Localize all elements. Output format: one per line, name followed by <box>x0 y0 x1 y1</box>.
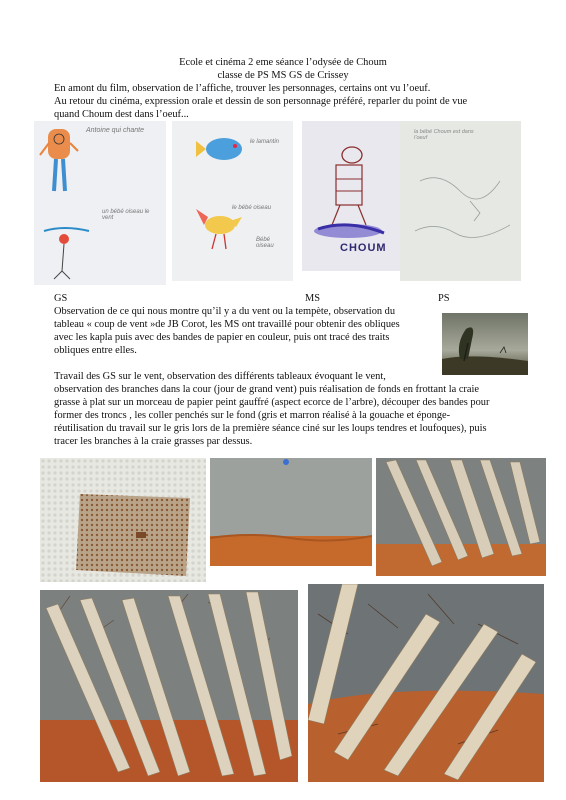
drawing-photo-ms-1 <box>172 121 293 281</box>
drawing-photo-ms-2 <box>302 121 400 271</box>
drawing-photo-ps <box>400 121 521 281</box>
corot-line-3: avec les kapla puis avec des bandes de papier en couleur, puis ont tracé des traits <box>54 332 390 343</box>
gs-line-3: grasse à plat sur un morceau de papier peint gauffré (aspect ecorce de l’arbre), découper des bandes pour <box>54 397 490 408</box>
label-ms: MS <box>305 293 321 304</box>
artwork-photo-trunks-2 <box>40 590 298 782</box>
label-gs: GS <box>54 293 68 304</box>
corot-line-2: tableau « coup de vent »de JB Corot, les MS ont travaillé pour obtenir des obliques <box>54 319 400 330</box>
drawing-photo-gs <box>34 121 166 285</box>
intro-line-3: quand Choum dest dans l’oeuf... <box>54 109 189 120</box>
gs-line-2: observation des branches dans la cour (jour de grand vent) puis réalisation de fonds en frottant la craie <box>54 384 480 395</box>
artwork-photo-background <box>210 458 372 566</box>
drawing-caption: le bébé oiseau <box>232 205 272 211</box>
painting-coup-de-vent <box>442 313 528 375</box>
intro-line-1: En amont du film, observation de l’affiche, trouver les personnages, certains ont vu l’oeuf. <box>54 83 431 94</box>
artwork-photo-trunks-3 <box>308 584 544 782</box>
gs-line-4: former des troncs , les coller penchés sur le fond (gris et marron réalisé à la gouache et éponge- <box>54 410 451 421</box>
drawing-choum-label: CHOUM <box>340 242 387 254</box>
drawing-caption: le lamantin <box>250 139 280 145</box>
page-title: Ecole et cinéma 2 eme séance l’odysée de Choum <box>179 57 387 68</box>
gs-line-6: tracer les branches à la craie grasses par dessus. <box>54 436 253 447</box>
drawing-caption: la bébé Choum est dans l’oeuf <box>414 129 474 141</box>
intro-line-2: Au retour du cinéma, expression orale et dessin de son personnage préféré, reparler du point de vue <box>54 96 468 107</box>
gs-line-1: Travail des GS sur le vent, observation des différents tableaux évoquant le vent, <box>54 371 386 382</box>
corot-line-4: obliques entre elles. <box>54 345 137 356</box>
drawing-caption: Bébé oiseau <box>256 237 274 249</box>
artwork-photo-textured-paper <box>40 458 206 582</box>
page-subtitle: classe de PS MS GS de Crissey <box>217 70 349 81</box>
artwork-photo-trunks-1 <box>376 458 546 576</box>
drawing-caption: un bébé oiseau le vent <box>102 209 150 221</box>
gs-line-5: réutilisation du travail sur le gris lors de la première séance ciné sur les loups tendres et loufoques), puis <box>54 423 487 434</box>
corot-line-1: Observation de ce qui nous montre qu’il y a du vent ou la tempète, observation du <box>54 306 396 317</box>
drawing-caption: Antoine qui chante <box>86 127 144 134</box>
label-ps: PS <box>438 293 450 304</box>
